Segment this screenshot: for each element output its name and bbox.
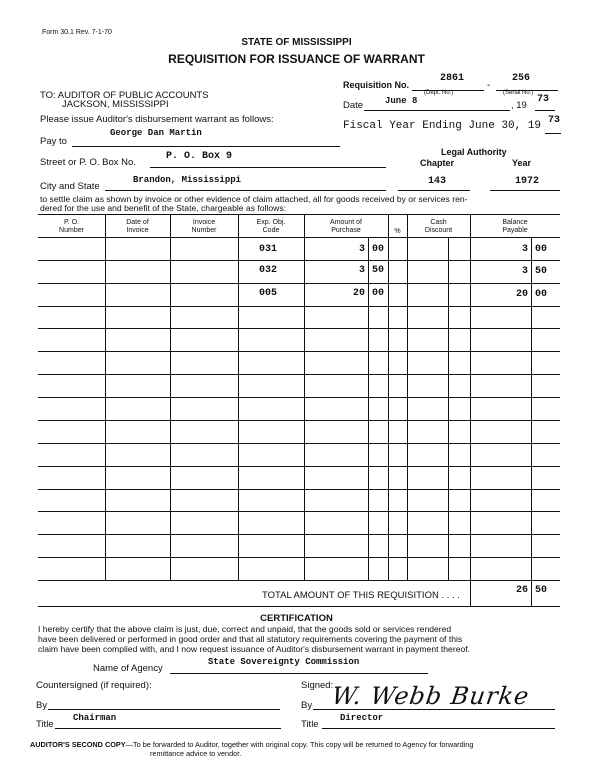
row-rule: [38, 466, 560, 467]
amount-cents-cell: 50: [372, 265, 385, 276]
date-value: June 8: [385, 96, 418, 106]
date-year-prefix: , 19: [511, 100, 527, 111]
settle-text-line1: to settle claim as shown by invoice or other evidence of claim attached, all for goods received by or services ren-: [40, 194, 468, 204]
instruction-text: Please issue Auditor's disbursement warrant as follows:: [40, 114, 274, 125]
year-label: Year: [512, 158, 532, 168]
left-by-label: By: [36, 700, 48, 711]
signed-label: Signed:: [301, 680, 334, 691]
row-rule: [38, 397, 560, 398]
header-amount-of-purchase: Amount of Purchase: [330, 219, 362, 234]
footer-text: —To be forwarded to Auditor, together with original copy. This copy will be returned to Agency for forwarding: [125, 740, 474, 749]
total-label: TOTAL AMOUNT OF THIS REQUISITION . . . .: [262, 590, 460, 601]
year-value: 1972: [515, 176, 540, 187]
header-po-number: P. O. Number: [59, 219, 84, 234]
fiscal-year-value: 73: [548, 115, 561, 126]
footer-note: [30, 740, 473, 749]
street-label: Street or P. O. Box No.: [40, 157, 136, 168]
row-rule: [38, 328, 560, 329]
row-rule: [38, 557, 560, 558]
right-title-value: Director: [340, 713, 384, 723]
footer-text-line2: remittance advice to vendor.: [150, 749, 242, 758]
header-cash-discount: Cash Discount: [424, 219, 453, 234]
total-dollars: 26: [515, 585, 528, 596]
left-title-value: Chairman: [73, 713, 117, 723]
dept-caption: (Dept. No.): [424, 90, 454, 96]
row-rule: [38, 260, 560, 261]
row-rule: [38, 283, 560, 284]
exp-code-cell: 031: [259, 244, 278, 255]
certification-heading: CERTIFICATION: [260, 613, 333, 624]
city-label: City and State: [40, 181, 100, 192]
date-label: Date: [343, 100, 364, 111]
dept-number: 2861: [440, 73, 465, 84]
row-rule: [38, 420, 560, 421]
amount-dollars-cell: 3: [358, 265, 365, 276]
exp-code-cell: 005: [259, 288, 278, 299]
exp-code-cell: 032: [259, 265, 278, 276]
agency-label: Name of Agency: [93, 663, 163, 674]
agency-value: State Sovereignty Commission: [208, 657, 360, 667]
amount-cents-cell: 00: [372, 288, 385, 299]
header-percent: %: [394, 228, 401, 235]
header-balance-payable: Balance Payable: [502, 219, 528, 234]
balance-dollars-cell: 20: [515, 289, 528, 300]
date-year-value: 73: [537, 94, 550, 105]
right-by-label: By: [301, 700, 313, 711]
row-rule: [38, 374, 560, 375]
requisition-label: Requisition No.: [343, 80, 409, 90]
settle-text-line2: dered for the use and benefit of the State, chargeable as follows:: [40, 203, 287, 213]
to-city-line: JACKSON, MISSISSIPPI: [62, 99, 169, 110]
header-date-of-invoice: Date of Invoice: [126, 219, 149, 234]
to-auditor-line: TO: AUDITOR OF PUBLIC ACCOUNTS: [40, 90, 209, 101]
amount-cents-cell: 00: [372, 244, 385, 255]
balance-cents-cell: 00: [535, 244, 548, 255]
street-value: P. O. Box 9: [166, 151, 233, 162]
balance-dollars-cell: 3: [521, 266, 528, 277]
header-exp-obj-code: Exp. Obj. Code: [256, 219, 286, 234]
form-number: Form 30.1 Rev. 7-1-70: [42, 29, 112, 36]
row-rule: [38, 489, 560, 490]
legal-authority-label: Legal Authority: [441, 147, 507, 157]
pay-to-value: George Dan Martin: [110, 128, 202, 138]
amount-dollars-cell: 20: [352, 288, 365, 299]
row-rule: [38, 351, 560, 352]
form-title: REQUISITION FOR ISSUANCE OF WARRANT: [168, 52, 425, 66]
row-rule: [38, 511, 560, 512]
state-heading: STATE OF MISSISSIPPI: [241, 37, 352, 48]
header-invoice-number: Invoice Number: [191, 219, 217, 234]
row-rule: [38, 443, 560, 444]
city-value: Brandon, Mississippi: [133, 175, 242, 185]
fiscal-year-label: Fiscal Year Ending June 30, 19: [343, 120, 542, 132]
left-title-label: Title: [36, 719, 54, 730]
certification-line3: claim have been complied with, and I now request issuance of Auditor's disbursement warrant in payment thereof.: [38, 644, 471, 654]
row-rule: [38, 306, 560, 307]
footer-bold: AUDITOR'S SECOND COPY: [30, 740, 126, 749]
pay-to-label: Pay to: [40, 136, 67, 147]
right-title-label: Title: [301, 719, 319, 730]
row-rule: [38, 534, 560, 535]
chapter-label: Chapter: [420, 158, 455, 168]
signature: W. Webb Burke: [330, 682, 532, 710]
certification-line1: I hereby certify that the above claim is just, due, correct and unpaid, that the goods sold or services rendered: [38, 624, 452, 634]
total-cents: 50: [535, 585, 548, 596]
chapter-value: 143: [428, 176, 447, 187]
balance-cents-cell: 00: [535, 289, 548, 300]
balance-dollars-cell: 3: [521, 244, 528, 255]
certification-line2: have been delivered or performed in good order and that all statutory requirements covering the payment of this: [38, 634, 463, 644]
serial-number: 256: [512, 73, 531, 84]
serial-caption: (Serial No.): [503, 90, 534, 96]
balance-cents-cell: 50: [535, 266, 548, 277]
amount-dollars-cell: 3: [358, 244, 365, 255]
countersigned-label: Countersigned (if required):: [36, 680, 152, 691]
